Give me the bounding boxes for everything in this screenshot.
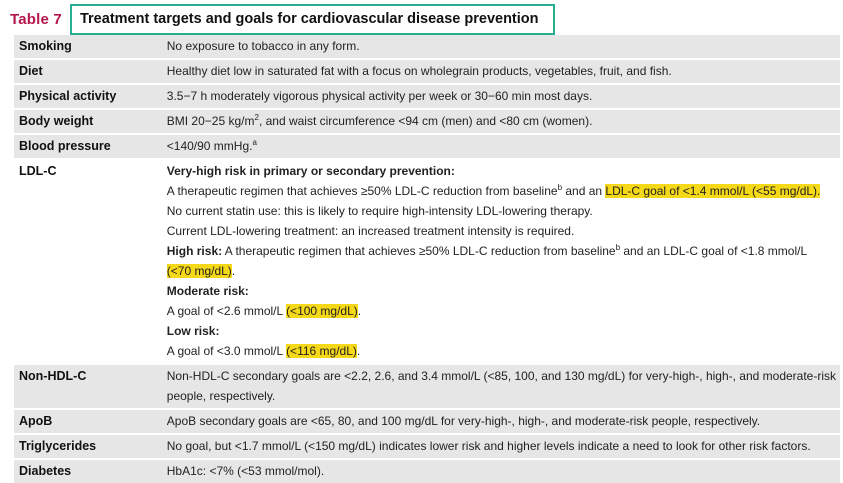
period: . (357, 304, 362, 318)
very-high-risk-heading: Very-high risk in primary or secondary prevention: (166, 164, 455, 178)
moderate-risk-goal-highlight: (<100 mg/dL) (286, 304, 358, 318)
high-risk-goal-text: and an LDL-C goal of <1.8 mmol/L (620, 244, 808, 258)
row-label-diet: Diet (14, 59, 161, 84)
row-label-body-weight: Body weight (14, 109, 161, 134)
very-high-risk-regimen: A therapeutic regimen that achieves ≥50% LDL-C reduction from baseline (166, 184, 558, 198)
high-risk-text (167, 241, 836, 281)
very-high-risk-text (167, 181, 836, 201)
row-value-blood-pressure (161, 134, 840, 159)
row-value-diabetes: HbA1c: <7% (<53 mmol/mol). (166, 464, 325, 478)
footnote-marker: b (615, 243, 621, 252)
footnote-marker: a (252, 138, 257, 147)
targets-table (14, 35, 840, 483)
low-risk-goal-text: A goal of <3.0 mmol/L (166, 344, 287, 358)
row-value-apob: ApoB secondary goals are <65, 80, and 100 mg/dL for very-high-, high-, and moderate-risk people, respectively. (161, 409, 840, 434)
table-row (14, 84, 840, 109)
row-value-diet: Healthy diet low in saturated fat with a focus on wholegrain products, vegetables, fruit, and fish. (161, 59, 840, 84)
row-label-non-hdl-c: Non-HDL-C (14, 364, 161, 409)
row-value-smoking: No exposure to tobacco in any form. (161, 35, 840, 59)
row-label-diabetes: Diabetes (19, 464, 72, 478)
moderate-risk-goal-text: A goal of <2.6 mmol/L (166, 304, 287, 318)
table-row (14, 134, 840, 159)
body-weight-text: BMI 20−25 kg/m (166, 114, 255, 128)
table-row (14, 409, 840, 434)
row-label-triglycerides: Triglycerides (14, 434, 161, 459)
moderate-risk-heading: Moderate risk: (166, 284, 249, 298)
period: . (356, 344, 361, 358)
low-risk-goal-highlight: (<116 mg/dL) (286, 344, 357, 358)
footnote-marker: b (557, 183, 563, 192)
period: . (231, 264, 236, 278)
low-risk-text (167, 341, 836, 361)
no-statin-text: No current statin use: this is likely to require high-intensity LDL-lowering therapy. (166, 204, 593, 218)
high-risk-heading: High risk: (166, 244, 223, 258)
very-high-risk-goal-highlight: LDL-C goal of <1.4 mmol/L (<55 mg/dL). (605, 184, 821, 198)
current-treatment-text: Current LDL-lowering treatment: an increased treatment intensity is required. (166, 224, 575, 238)
table-row (14, 159, 840, 364)
high-risk-regimen: A therapeutic regimen that achieves ≥50% LDL-C reduction from baseline (222, 244, 616, 258)
blood-pressure-text: <140/90 mmHg. (166, 139, 253, 153)
row-label-smoking: Smoking (14, 35, 161, 59)
table-header (10, 2, 555, 36)
moderate-risk-text (167, 301, 836, 321)
table-row (14, 35, 840, 59)
table-row (14, 459, 840, 483)
table-number: Table 7 (10, 10, 62, 28)
non-hdl-c-text-line1: Non-HDL-C secondary goals are <2.2, 2.6, and 3.4 mmol/L (<85, 100, and 130 mg/dL) for very-high-, high-, and moderate-risk (166, 369, 836, 383)
row-value-ldl-c (161, 159, 840, 364)
row-value-body-weight (161, 109, 840, 134)
connector-text: and an (562, 184, 606, 198)
superscript: 2 (254, 113, 259, 122)
table-row (14, 59, 840, 84)
non-hdl-c-text-line2: people, respectively. (166, 389, 276, 403)
row-label-blood-pressure: Blood pressure (14, 134, 161, 159)
low-risk-heading: Low risk: (166, 324, 220, 338)
table-row (14, 364, 840, 409)
body-weight-text-end: , and waist circumference <94 cm (men) and <80 cm (women). (258, 114, 593, 128)
row-value-physical-activity: 3.5−7 h moderately vigorous physical activity per week or 30−60 min most days. (161, 84, 840, 109)
row-label-physical-activity: Physical activity (14, 84, 161, 109)
table-row (14, 434, 840, 459)
row-label-ldl-c: LDL-C (14, 159, 161, 364)
table-title: Treatment targets and goals for cardiovascular disease prevention (70, 4, 555, 35)
table-row (14, 109, 840, 134)
row-value-triglycerides: No goal, but <1.7 mmol/L (<150 mg/dL) indicates lower risk and higher levels indicate a need to look for other risk factors. (161, 434, 840, 459)
row-value-non-hdl-c (161, 364, 840, 409)
row-label-apob: ApoB (14, 409, 161, 434)
high-risk-goal-highlight: (<70 mg/dL) (166, 264, 232, 278)
